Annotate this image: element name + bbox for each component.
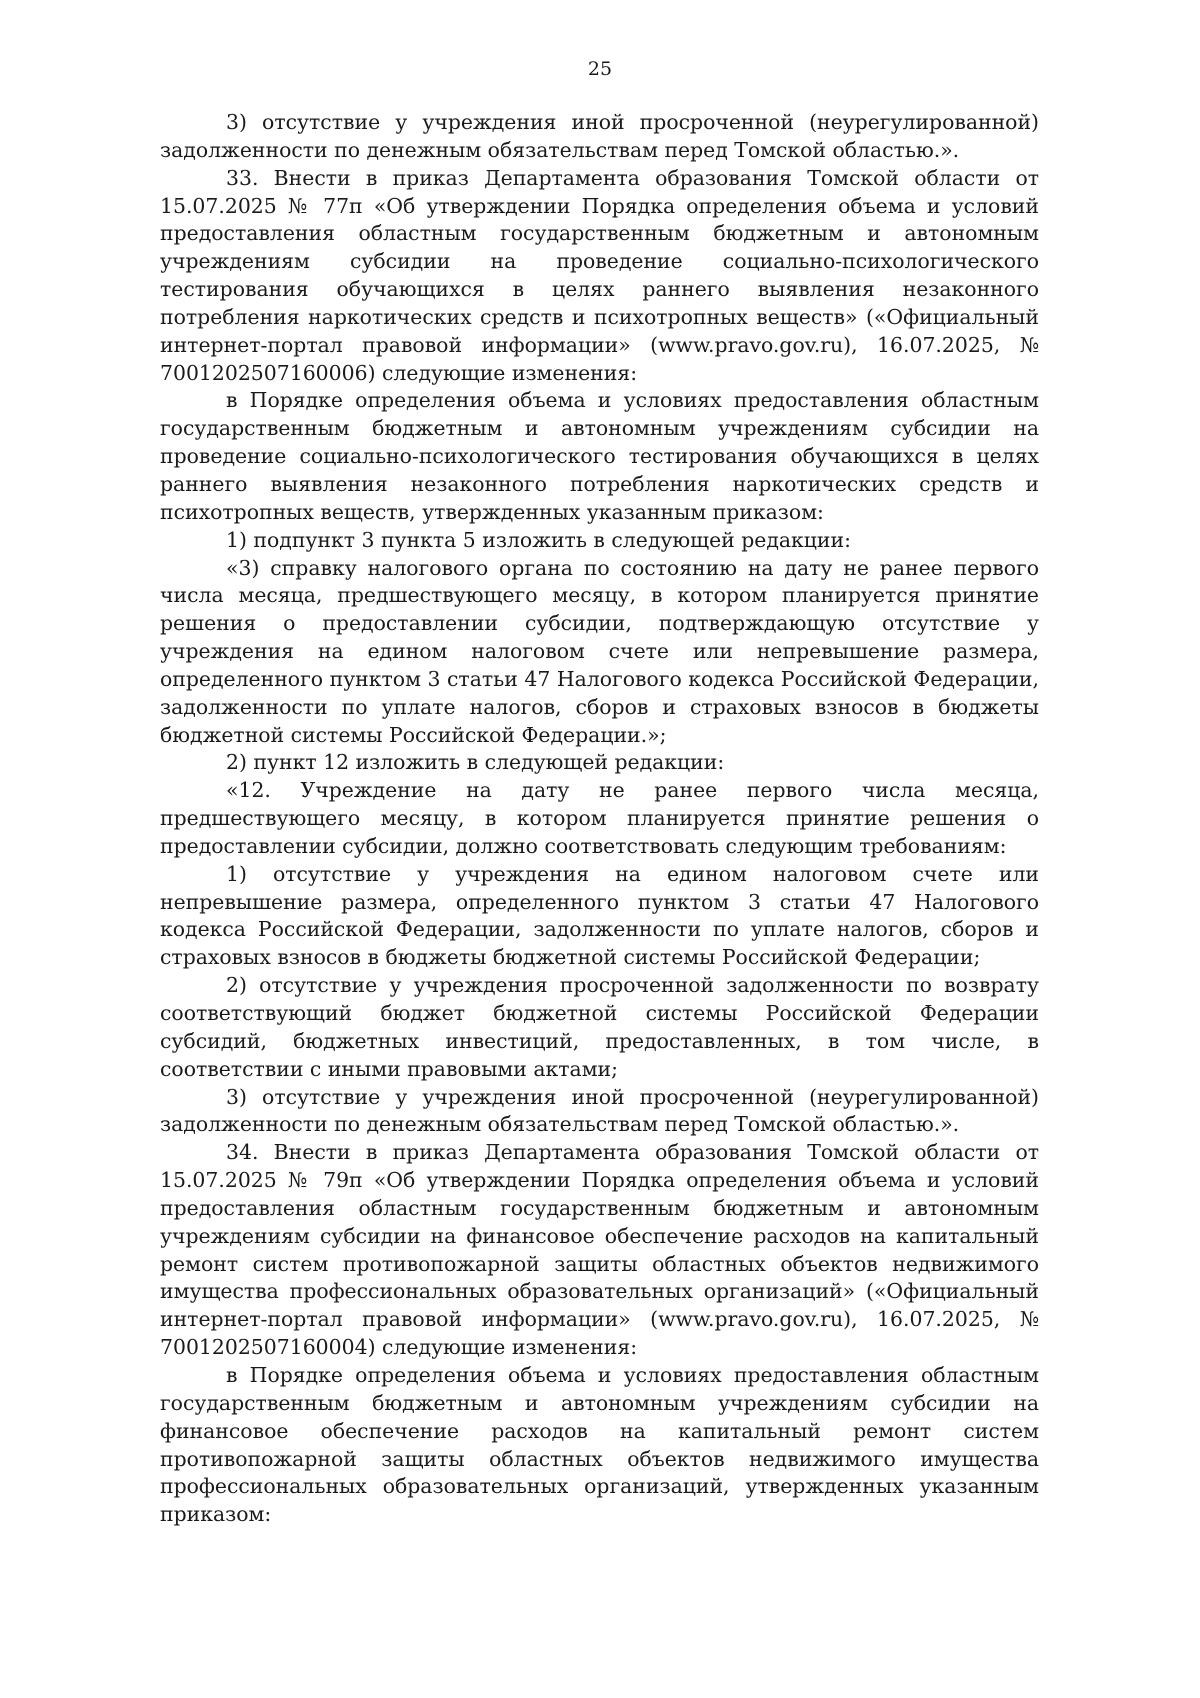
paragraph-item-33-subitem-1: 1) подпункт 3 пункта 5 изложить в следующей редакции:: [226, 527, 851, 552]
paragraph-clause-3-end-prev: 3) отсутствие у учреждения иной просроченной (неурегулированной) задолженности по денежным обязательствам перед Томской областью.».: [160, 110, 1039, 162]
paragraph-item-33-intro: в Порядке определения объема и условиях предоставления областным государственным бюджетным и автономным учреждениям субсидии на проведение социально-психологического тестирования обучающихся в целях раннего выявления незаконного потребления наркотических средств и психотропных веществ, утвержденных указанным приказом:: [160, 388, 1039, 524]
paragraph-item-33-point-12: «12. Учреждение на дату не ранее первого числа месяца, предшествующего месяцу, в котором планируется принятие решения о предоставлении субсидии, должно соответствовать следующим требованиям:: [160, 778, 1039, 858]
paragraph-item-33-subitem-1-text: «3) справку налогового органа по состоянию на дату не ранее первого числа месяца, предшествующего месяцу, в котором планируется принятие решения о предоставлении субсидии, подтверждающую отсутствие у учреждения на едином налоговом счете или непревышение размера, определенного пунктом 3 статьи 47 Налогового кодекса Российской Федерации, задолженности по уплате налогов, сборов и страховых взносов в бюджеты бюджетной системы Российской Федерации.»;: [160, 555, 1039, 747]
page-number: 25: [587, 58, 613, 80]
paragraph-item-34-intro: в Порядке определения объема и условиях предоставления областным государственным бюджетным и автономным учреждениям субсидии на финансовое обеспечение расходов на капитальный ремонт систем противопожарной защиты областных объектов недвижимого имущества профессиональных образовательных организаций, утвержденных указанным приказом:: [160, 1362, 1039, 1527]
paragraph-item-33-subitem-2: 2) пункт 12 изложить в следующей редакции:: [226, 750, 725, 775]
paragraph-requirement-3: 3) отсутствие у учреждения иной просроченной (неурегулированной) задолженности по денежным обязательствам перед Томской областью.».: [160, 1084, 1039, 1137]
paragraph-item-34: 34. Внести в приказ Департамента образования Томской области от 15.07.2025 № 79п «Об утверждении Порядка определения объема и условий предоставления областным государственным бюджетным и автономным учреждениям субсидии на финансовое обеспечение расходов на капитальный ремонт систем противопожарной защиты областных объектов недвижимого имущества профессиональных образовательных организаций» («Официальный интернет-портал правовой информации» (www.pravo.gov.ru), 16.07.2025, № 7001202507160004) следующие изменения:: [160, 1140, 1039, 1360]
paragraph-requirement-2: 2) отсутствие у учреждения просроченной задолженности по возврату соответствующий бюджет бюджетной системы Российской Федерации субсидий, бюджетных инвестиций, предоставленных, в том числе, в соответствии с иными правовыми актами;: [160, 973, 1039, 1081]
paragraph-item-33: 33. Внести в приказ Департамента образования Томской области от 15.07.2025 № 77п «Об утверждении Порядка определения объема и условий предоставления областным государственным бюджетным и автономным учреждениям субсидии на проведение социально-психологического тестирования обучающихся в целях раннего выявления незаконного потребления наркотических средств и психотропных веществ» («Официальный интернет-портал правовой информации» (www.pravo.gov.ru), 16.07.2025, № 7001202507160006) следующие изменения:: [160, 165, 1039, 385]
document-body: [160, 109, 1039, 1529]
paragraph-requirement-1: 1) отсутствие у учреждения на едином налоговом счете или непревышение размера, определенного пунктом 3 статьи 47 Налогового кодекса Российской Федерации, задолженности по уплате налогов, сборов и страховых взносов в бюджеты бюджетной системы Российской Федерации;: [160, 861, 1039, 970]
